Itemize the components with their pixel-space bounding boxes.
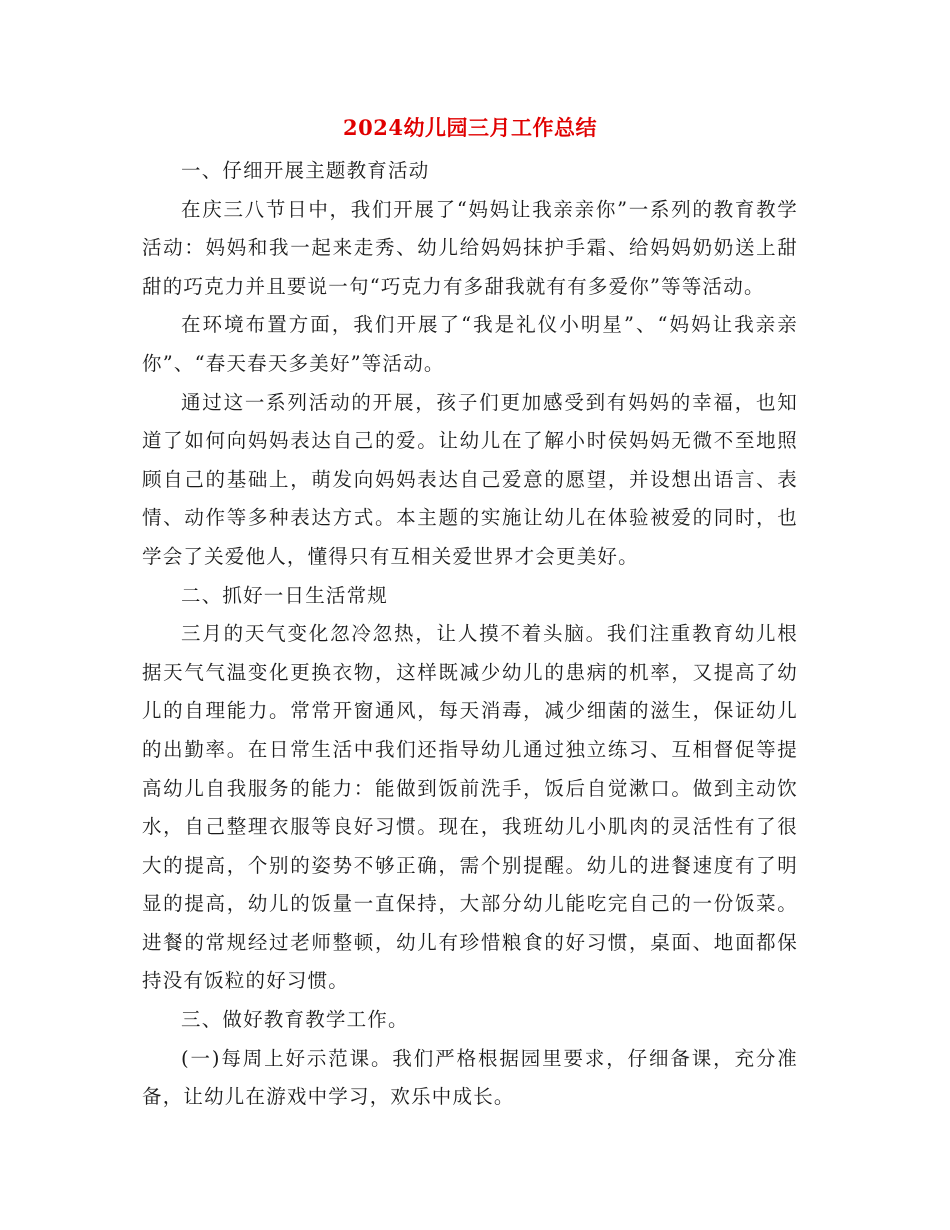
- section-heading-1: 一、仔细开展主题教育活动: [181, 159, 430, 182]
- section-heading-3: 三、做好教育教学工作。: [181, 1008, 409, 1032]
- document-title: 2024幼儿园三月工作总结: [343, 115, 597, 140]
- paragraph: (一)每周上好示范课。我们严格根据园里要求，仔细备课，充分准备，让幼儿在游戏中学习，欢乐中成长。: [142, 1046, 798, 1109]
- paragraph: 在环境布置方面，我们开展了“我是礼仪小明星”、“妈妈让我亲亲你”、“春天春天多美好”等活动。: [142, 313, 798, 375]
- paragraph: 在庆三八节日中，我们开展了“妈妈让我亲亲你”一系列的教育教学活动：妈妈和我一起来走秀、幼儿给妈妈抹护手霜、给妈妈奶奶送上甜甜的巧克力并且要说一句“巧克力有多甜我就有有多爱你”等等活动。: [142, 197, 798, 298]
- document-page: [142, 110, 798, 1117]
- paragraph: 三月的天气变化忽冷忽热，让人摸不着头脑。我们注重教育幼儿根据天气气温变化更换衣物，这样既减少幼儿的患病的机率，又提高了幼儿的自理能力。常常开窗通风，每天消毒，减少细菌的滋生，保证幼儿的出勤率。在日常生活中我们还指导幼儿通过独立练习、互相督促等提高幼儿自我服务的能力：能做到饭前洗手，饭后自觉漱口。做到主动饮水，自己整理衣服等良好习惯。现在，我班幼儿小肌肉的灵活性有了很大的提高，个别的姿势不够正确，需个别提醒。幼儿的进餐速度有了明显的提高，幼儿的饭量一直保持，大部分幼儿能吃完自己的一份饭菜。进餐的常规经过老师整顿，幼儿有珍惜粮食的好习惯，桌面、地面都保持没有饭粒的好习惯。: [142, 622, 798, 993]
- section-heading-2: 二、抓好一日生活常规: [181, 583, 389, 607]
- paragraph: 通过这一系列活动的开展，孩子们更加感受到有妈妈的幸福，也知道了如何向妈妈表达自己的爱。让幼儿在了解小时侯妈妈无微不至地照顾自己的基础上，萌发向妈妈表达自己爱意的愿望，并设想出语言、表情、动作等多种表达方式。本主题的实施让幼儿在体验被爱的同时，也学会了关爱他人，懂得只有互相关爱世界才会更美好。: [142, 390, 798, 568]
